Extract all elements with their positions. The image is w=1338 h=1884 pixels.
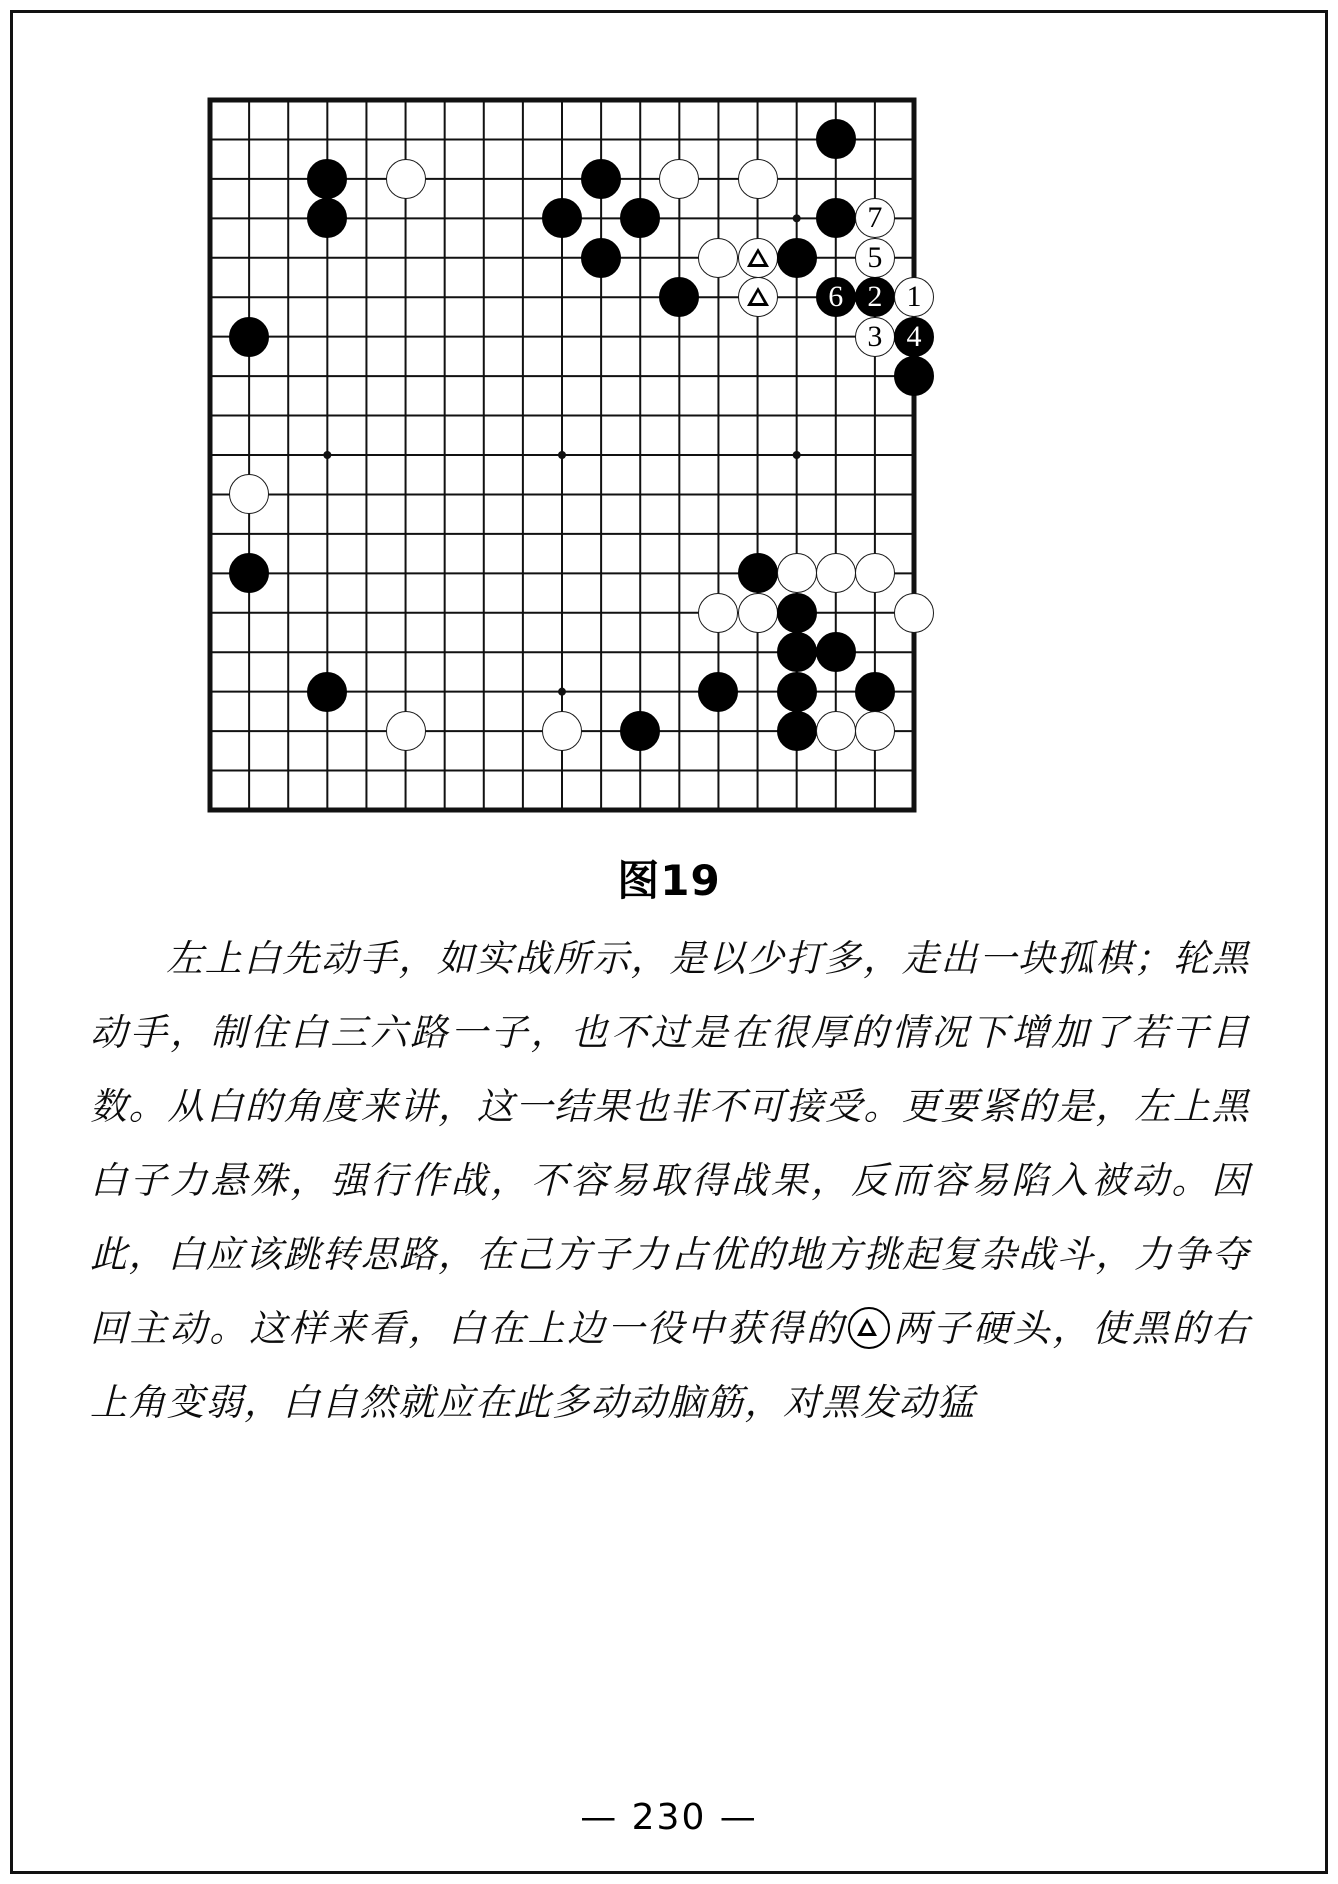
go-stone-white [659, 159, 699, 199]
go-stone-black [581, 159, 621, 199]
go-stone-black [777, 711, 817, 751]
go-stone-black [777, 593, 817, 633]
body-text-part2: 两子硬头，使黑的右上角变弱，白自然就应在此多动动脑筋，对黑发动猛 [90, 1307, 1251, 1424]
go-stone-white [386, 711, 426, 751]
go-stone-black-2: 2 [855, 277, 895, 317]
body-text-part1: 左上白先动手，如实战所示，是以少打多，走出一块孤棋；轮黑动手，制住白三六路一子，也不过是在很厚的情况下增加了若干目数。从白的角度来讲，这一结果也非不可接受。更要紧的是，左上黑白子力悬殊，强行作战，不容易取得战果，反而容易陷入被动。因此，白应该跳转思路，在己方子力占优的地方挑起复杂战斗，力争夺回主动。这样来看，白在上边一役中获得的 [90, 937, 1250, 1350]
go-stone-white-1: 1 [894, 277, 934, 317]
go-stone-black [855, 672, 895, 712]
body-text-block [90, 922, 1250, 1440]
go-stone-black [698, 672, 738, 712]
go-board-diagram [188, 78, 936, 832]
go-stone-black [777, 632, 817, 672]
go-stone-black [777, 672, 817, 712]
go-stone-black [738, 553, 778, 593]
go-stone-black [581, 238, 621, 278]
go-stone-black [777, 238, 817, 278]
figure-caption: 图19 [617, 856, 721, 905]
go-stone-white-7: 7 [855, 198, 895, 238]
go-stone-white [738, 159, 778, 199]
go-stone-white-triangle [738, 277, 778, 317]
go-stone-white [698, 238, 738, 278]
go-stone-white [855, 553, 895, 593]
go-stone-white [816, 711, 856, 751]
go-stone-black [816, 632, 856, 672]
go-stone-white [855, 711, 895, 751]
triangle-stone-icon [848, 1307, 890, 1349]
go-stone-white [738, 593, 778, 633]
go-stone-white [698, 593, 738, 633]
go-stone-black-6: 6 [816, 277, 856, 317]
go-stone-white [894, 593, 934, 633]
go-stone-black [816, 119, 856, 159]
go-stone-black [816, 198, 856, 238]
go-stone-white-3: 3 [855, 317, 895, 357]
body-paragraph [90, 922, 1250, 1440]
go-stone-white [386, 159, 426, 199]
go-stone-white [816, 553, 856, 593]
go-stone-black [894, 356, 934, 396]
page-content-area [22, 22, 1316, 1862]
triangle-marker-icon [747, 287, 769, 306]
page-number: — 230 — [580, 1797, 758, 1838]
go-stone-black [307, 159, 347, 199]
go-stone-white [542, 711, 582, 751]
triangle-marker-icon [747, 248, 769, 267]
go-stone-white-5: 5 [855, 238, 895, 278]
go-stone-white-triangle [738, 238, 778, 278]
go-stone-black [307, 672, 347, 712]
go-stone-black [229, 317, 269, 357]
go-stone-white [777, 553, 817, 593]
go-stone-black-4: 4 [894, 317, 934, 357]
